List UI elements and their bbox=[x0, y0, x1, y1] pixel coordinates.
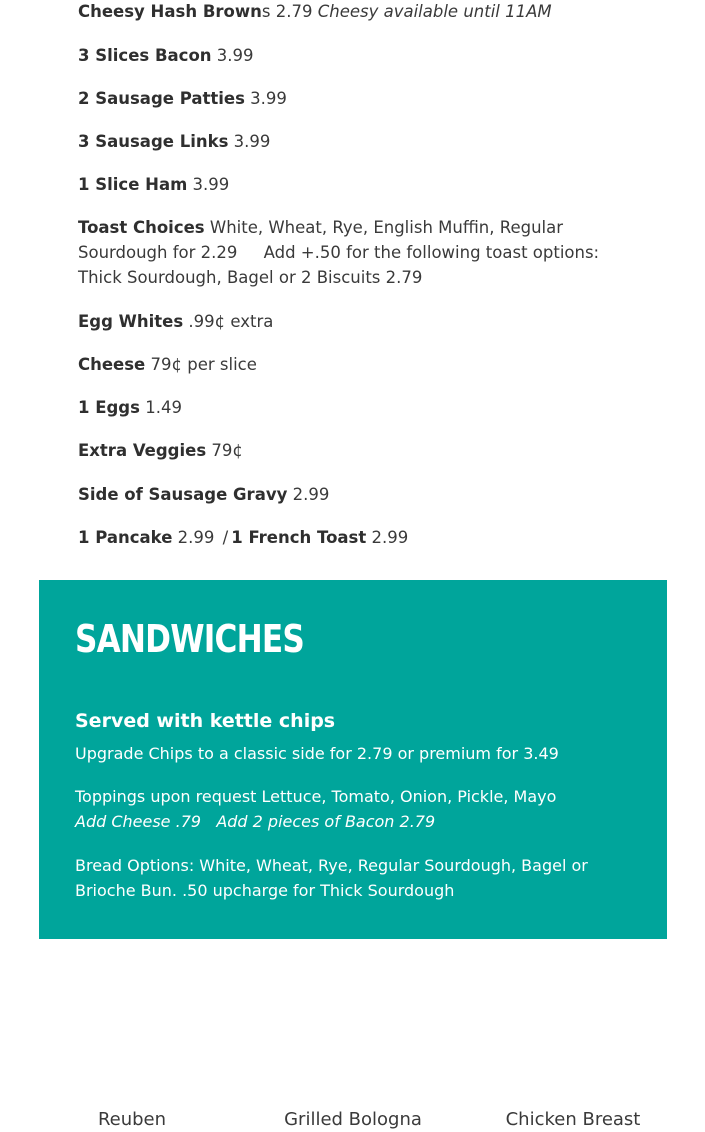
card-title-reuben[interactable]: Reuben bbox=[97, 1109, 167, 1130]
item-price: 3.99 bbox=[192, 175, 230, 194]
side-item-sausage-links bbox=[78, 129, 638, 154]
item-desc: 2.99 bbox=[177, 528, 215, 547]
side-item-pancake-french-toast bbox=[78, 525, 638, 550]
side-item-egg-whites bbox=[78, 309, 638, 334]
item-name: 1 Pancake bbox=[78, 528, 173, 547]
item-separator: / bbox=[222, 528, 229, 547]
item-desc: 79¢ bbox=[211, 441, 243, 460]
item-price: 3.99 bbox=[250, 89, 287, 108]
side-item-ham bbox=[78, 172, 638, 197]
toppings-note bbox=[75, 784, 615, 834]
side-item-toast-choices bbox=[78, 215, 623, 290]
side-item-cheese bbox=[78, 352, 638, 377]
item-desc-2: 2.99 bbox=[371, 528, 409, 547]
item-name: Side of Sausage Gravy bbox=[78, 485, 288, 504]
side-item-cheesy-hash-browns bbox=[78, 0, 638, 24]
item-name: Cheese bbox=[78, 355, 146, 374]
side-item-eggs bbox=[78, 395, 638, 420]
section-title: SANDWICHES bbox=[75, 617, 304, 661]
section-subtitle: Served with kettle chips bbox=[75, 710, 336, 732]
side-item-sausage-patties bbox=[78, 86, 638, 111]
side-item-sausage-gravy bbox=[78, 482, 638, 507]
addons-text: Add Cheese .79 Add 2 pieces of Bacon 2.79 bbox=[75, 812, 436, 831]
item-name: 1 Slice Ham bbox=[78, 175, 188, 194]
item-name: Extra Veggies bbox=[78, 441, 207, 460]
side-item-bacon bbox=[78, 43, 638, 68]
item-price: 3.99 bbox=[233, 132, 271, 151]
item-desc: White, Wheat, Rye, English Muffin, Regular Sourdough for 2.29 Add +.50 for the following toast options: Thick Sourdough, Bagel or 2 Biscuits 2.79 bbox=[78, 218, 605, 287]
item-desc: .99¢ extra bbox=[188, 312, 274, 331]
item-name: Cheesy Hash Brown bbox=[78, 2, 262, 21]
item-desc: 2.99 bbox=[292, 485, 330, 504]
item-name: Toast Choices bbox=[78, 218, 205, 237]
item-name-2: 1 French Toast bbox=[231, 528, 367, 547]
toppings-text: Toppings upon request Lettuce, Tomato, Onion, Pickle, Mayo bbox=[75, 787, 557, 806]
card-title-grilled-bologna[interactable]: Grilled Bologna bbox=[284, 1109, 422, 1130]
item-note: Cheesy available until 11AM bbox=[317, 2, 552, 21]
item-name: Egg Whites bbox=[78, 312, 184, 331]
upgrade-note: Upgrade Chips to a classic side for 2.79 or premium for 3.49 bbox=[75, 744, 559, 763]
card-title-chicken-breast[interactable]: Chicken Breast bbox=[505, 1109, 641, 1130]
item-name: 3 Slices Bacon bbox=[78, 46, 212, 65]
item-name: 2 Sausage Patties bbox=[78, 89, 245, 108]
item-name: 1 Eggs bbox=[78, 398, 140, 417]
item-desc: 79¢ per slice bbox=[150, 355, 257, 374]
item-name-tail: s bbox=[261, 2, 271, 21]
side-item-extra-veggies bbox=[78, 438, 638, 463]
sandwiches-panel bbox=[39, 580, 667, 939]
item-desc: 1.49 bbox=[145, 398, 182, 417]
bread-options: Bread Options: White, Wheat, Rye, Regular Sourdough, Bagel or Brioche Bun. .50 upcharge for Thick Sourdough bbox=[75, 856, 588, 900]
item-price: 3.99 bbox=[216, 46, 254, 65]
item-name: 3 Sausage Links bbox=[78, 132, 229, 151]
item-price: 2.79 bbox=[275, 2, 313, 21]
